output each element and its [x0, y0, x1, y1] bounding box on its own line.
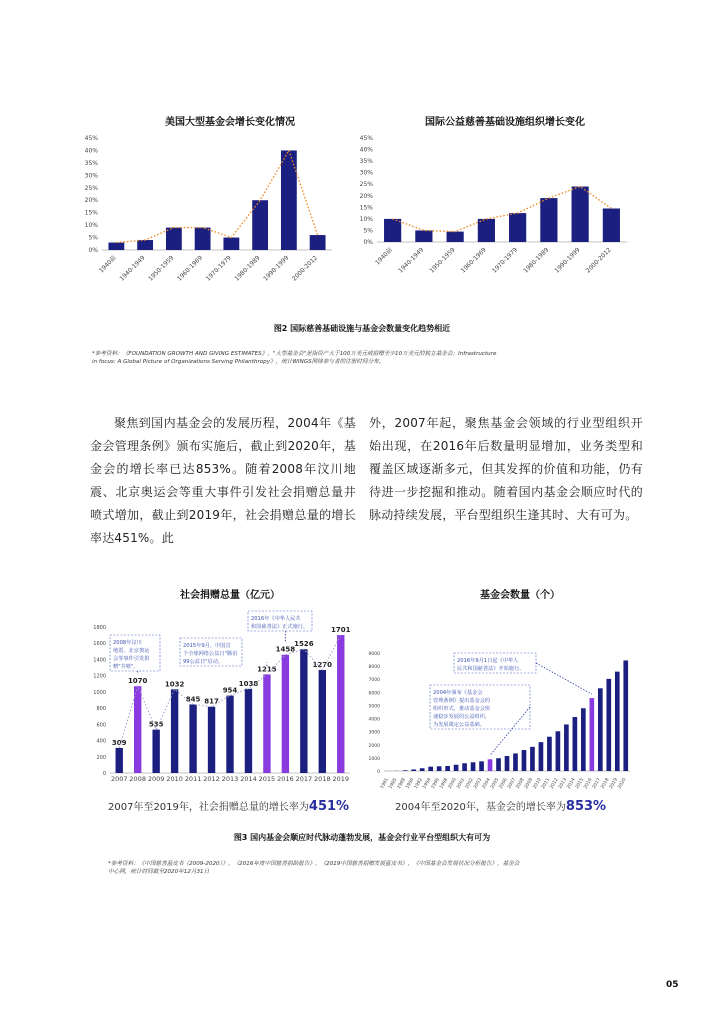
- annotation-text: 2008年汶川: [113, 640, 142, 646]
- x-tick-label: 1970-1979: [204, 254, 233, 283]
- y-tick-label: 200: [96, 754, 106, 761]
- bar: [547, 737, 552, 771]
- x-tick-label: 2010: [532, 777, 543, 790]
- y-tick-label: 1600: [93, 641, 106, 648]
- figure3-note-line1: *参考资料：《中国慈善蓝皮书（2009-2020）》，《2016年度中国慈善捐助报告》，《2019中国慈善捐赠发展蓝皮书》，《中国基金会发展状况分析报告》，基金会: [108, 861, 520, 867]
- x-tick-label: 1990-1999: [553, 246, 582, 275]
- bar: [152, 730, 159, 773]
- bar: [134, 686, 141, 773]
- bar: [496, 758, 501, 771]
- bar: [137, 240, 153, 250]
- y-tick-label: 30%: [84, 172, 98, 180]
- x-tick-label: 1980-1989: [522, 246, 551, 275]
- bar: [195, 228, 211, 250]
- bar: [581, 708, 586, 771]
- x-tick-label: 2008: [515, 777, 526, 790]
- growth-foundation: [395, 798, 645, 814]
- bar: [437, 766, 442, 771]
- figure2-note-line1: *参考资料：《FOUNDATION GROWTH AND GIVING ESTIMATES》，"大型基金会"是指资产大于100万美元或捐赠至少10万美元的独立基金会；Infrastructure: [92, 351, 497, 357]
- bar: [310, 235, 326, 250]
- x-tick-label: 1996: [430, 777, 441, 790]
- data-label: 1070: [127, 677, 148, 686]
- x-tick-label: 2014: [240, 775, 257, 783]
- data-label: 1270: [312, 660, 333, 669]
- data-label: 817: [204, 697, 219, 706]
- x-tick-label: 2008: [129, 775, 146, 783]
- x-tick-label: 1980-1989: [233, 254, 262, 283]
- x-tick-label: 1960-1969: [175, 254, 205, 283]
- annotation-text: 地震、北京奥运: [113, 648, 150, 654]
- y-tick-label: 10%: [84, 222, 98, 230]
- annotation-text: 会等事件引发捐: [113, 656, 150, 662]
- y-tick-label: 8000: [368, 665, 380, 671]
- y-tick-label: 1000: [368, 756, 380, 762]
- x-tick-label: 2003: [473, 777, 484, 790]
- annotation-text: 赠"井喷"。: [113, 664, 139, 670]
- growth-donation-value: 451%: [308, 799, 350, 814]
- intl-infrastructure-growth-chart: [345, 132, 635, 297]
- y-tick-label: 25%: [84, 184, 98, 192]
- bar: [556, 731, 561, 771]
- y-tick-label: 2000: [368, 743, 380, 749]
- x-tick-label: 2000-2012: [290, 254, 320, 283]
- x-tick-label: 1950-1959: [147, 254, 176, 283]
- annotation-text: 个全球网络公益日"腾讯: [183, 651, 238, 657]
- bar: [623, 660, 628, 771]
- data-label: 1032: [164, 680, 185, 689]
- y-tick-label: 5%: [363, 227, 373, 235]
- y-tick-label: 1200: [93, 673, 106, 680]
- bar: [300, 649, 307, 773]
- y-tick-label: 45%: [359, 135, 373, 142]
- x-tick-label: 2020: [617, 777, 628, 790]
- bar: [564, 724, 569, 771]
- bar: [263, 674, 270, 773]
- x-tick-label: 1940前: [374, 246, 395, 267]
- annotation-text: 管理条例》提出基金会的: [433, 698, 491, 704]
- y-tick-label: 10%: [359, 215, 373, 223]
- annotation-text: 组织形式，推动基金会快: [433, 706, 491, 712]
- bar: [445, 766, 450, 771]
- x-tick-label: 2000-2012: [584, 246, 613, 275]
- x-tick-label: 2013: [558, 777, 569, 790]
- data-label: 535: [148, 720, 164, 729]
- y-tick-label: 0%: [363, 239, 373, 246]
- x-tick-label: 1970-1979: [490, 246, 520, 275]
- y-tick-label: 400: [96, 738, 106, 745]
- x-tick-label: 1998: [439, 777, 450, 790]
- bar: [471, 762, 476, 771]
- growth-donation: [108, 798, 358, 814]
- x-tick-label: 2019: [608, 777, 620, 790]
- bar: [226, 696, 233, 773]
- data-label: 1701: [331, 626, 351, 635]
- x-tick-label: 2015: [575, 777, 586, 790]
- bar: [573, 717, 578, 771]
- y-tick-label: 800: [96, 706, 106, 713]
- bar: [530, 747, 535, 771]
- data-label: 309: [111, 738, 127, 747]
- bar: [540, 198, 557, 242]
- data-label: 845: [185, 695, 201, 704]
- data-label: 1038: [238, 679, 259, 688]
- bar: [454, 765, 459, 771]
- annotation-text: 99公益日"启动。: [183, 659, 224, 665]
- bar: [420, 768, 425, 771]
- body-paragraph-right: 外，2007年起，聚焦基金会领域的行业型组织开始出现，在2016年后数量明显增加，业务类型和覆盖区域逐渐多元，但其发挥的价值和功能，仍有待进一步挖掘和推动。随着国内基金会顺应时代的脉动持续发展，平台型组织生逢其时、大有可为。: [369, 416, 643, 522]
- figure3-note-line2: 中心网，统计时间截至2020年12月31日: [108, 869, 210, 875]
- x-tick-label: 2006: [498, 777, 509, 790]
- x-tick-label: 2009: [147, 775, 165, 783]
- bar: [479, 761, 484, 771]
- y-tick-label: 45%: [84, 135, 98, 142]
- bar: [208, 707, 215, 773]
- us-foundation-growth-chart: [80, 132, 340, 297]
- figure3-caption: 图3 国内基金会顺应时代脉动蓬勃发展，基金会行业平台型组织大有可为: [233, 833, 491, 842]
- x-tick-label: 1985: [388, 777, 399, 790]
- y-tick-label: 0: [102, 771, 106, 777]
- bar: [428, 767, 433, 771]
- figure2-note-line2: in focus: A Global Picture of Organizations Serving Philanthropy》，统计WINGS网络参与者的注册时间分布。: [92, 359, 385, 365]
- x-tick-label: 2016: [277, 775, 294, 783]
- y-tick-label: 20%: [359, 192, 373, 200]
- growth-foundation-value: 853%: [565, 799, 607, 814]
- x-tick-label: 2011: [184, 775, 202, 783]
- y-tick-label: 15%: [359, 204, 373, 212]
- y-tick-label: 7000: [368, 678, 380, 684]
- bar: [522, 750, 527, 771]
- x-tick-label: 1990-1999: [262, 254, 291, 283]
- x-tick-label: 1992: [413, 777, 424, 790]
- annotation-text: 民共和国慈善法》开始施行。: [457, 666, 525, 672]
- annotation-text: 和国慈善法》正式施行。: [251, 624, 309, 630]
- annotation-text: 2016年《中华人民共: [251, 616, 301, 622]
- x-tick-label: 2007: [507, 777, 518, 790]
- y-tick-label: 35%: [359, 158, 373, 166]
- x-tick-label: 2001: [456, 777, 467, 790]
- x-tick-label: 2017: [591, 777, 603, 790]
- x-tick-label: 2018: [314, 775, 331, 783]
- bar: [223, 238, 239, 250]
- bar: [319, 670, 326, 773]
- chart-2-title: 国际公益慈善基础设施组织增长变化: [425, 117, 585, 128]
- x-tick-label: 1981: [379, 777, 390, 790]
- bar: [411, 769, 416, 771]
- y-tick-label: 30%: [359, 169, 373, 177]
- bar: [478, 219, 495, 242]
- y-tick-label: 0: [377, 770, 380, 775]
- x-tick-label: 2002: [464, 777, 475, 790]
- x-tick-label: 2004: [481, 777, 492, 790]
- bar: [189, 704, 196, 773]
- x-tick-label: 2012: [203, 775, 220, 783]
- y-tick-label: 20%: [84, 197, 98, 205]
- annotation-pointer: [536, 663, 592, 694]
- data-label: 1458: [275, 645, 296, 654]
- y-tick-label: 4000: [368, 717, 380, 723]
- social-donation-chart: [80, 605, 355, 790]
- y-tick-label: 40%: [84, 147, 98, 155]
- x-tick-label: 1960-1969: [459, 246, 488, 275]
- bar: [166, 228, 182, 250]
- y-tick-label: 3000: [368, 730, 380, 736]
- bar: [615, 672, 620, 771]
- bar: [539, 742, 544, 771]
- x-tick-label: 2011: [541, 777, 552, 790]
- x-tick-label: 1940前: [97, 254, 118, 275]
- y-tick-label: 1400: [93, 657, 106, 664]
- data-label: 1215: [257, 665, 277, 674]
- y-tick-label: 9000: [368, 652, 380, 657]
- foundation-count-chart: [360, 605, 640, 795]
- annotation-text: 为发展奠定公益基础。: [433, 722, 485, 728]
- y-tick-label: 5%: [88, 234, 98, 242]
- annotation-text: 2015年9月，中国首: [183, 643, 231, 649]
- chart-3-title: 社会捐赠总量（亿元）: [180, 590, 280, 601]
- y-tick-label: 35%: [84, 159, 98, 167]
- bar: [606, 679, 611, 771]
- bar: [488, 759, 493, 771]
- y-tick-label: 600: [96, 722, 106, 729]
- x-tick-label: 2010: [166, 775, 183, 783]
- body-paragraph-left: 聚焦到国内基金会的发展历程，2004年《基金会管理条例》颁布实施后，截止到2020年，基金会的增长率已达853%。随着2008年汶川地震、北京奥运会等重大事件引发社会捐赠总量井喷式增加，截止到2019年，社会捐赠总量的增长率达451%。此: [90, 416, 356, 545]
- bar: [245, 689, 252, 773]
- x-tick-label: 2012: [549, 777, 560, 790]
- annotation-text: 2016年9月1日起《中华人: [457, 658, 519, 664]
- x-tick-label: 1940-1949: [118, 254, 147, 283]
- x-tick-label: 1990: [405, 777, 416, 790]
- y-tick-label: 6000: [368, 691, 380, 697]
- bar: [513, 753, 518, 771]
- y-tick-label: 1800: [93, 625, 106, 631]
- bar: [403, 770, 408, 771]
- bar: [171, 689, 178, 773]
- x-tick-label: 1940-1949: [397, 246, 426, 275]
- figure2-note: [92, 350, 652, 366]
- x-tick-label: 2000: [447, 777, 458, 790]
- bar: [281, 150, 297, 250]
- y-tick-label: 15%: [84, 209, 98, 217]
- x-tick-label: 2017: [295, 775, 313, 783]
- bar: [603, 208, 620, 242]
- y-tick-label: 0%: [88, 247, 98, 254]
- bar: [598, 688, 603, 771]
- bar: [252, 200, 268, 250]
- data-label: 954: [222, 686, 238, 695]
- annotation-text: 速稳步发展的公益组织，: [433, 714, 491, 720]
- x-tick-label: 2016: [583, 777, 594, 790]
- chart-4-title: 基金会数量（个）: [480, 590, 560, 601]
- bar: [116, 748, 123, 773]
- page-number: 05: [666, 980, 679, 990]
- bar: [337, 635, 344, 773]
- figure2-caption: 图2 国际慈善基础设施与基金会数量变化趋势相近: [273, 324, 451, 333]
- x-tick-label: 2018: [600, 777, 611, 790]
- bar: [589, 698, 594, 771]
- x-tick-label: 2015: [258, 775, 276, 783]
- bar: [447, 232, 464, 242]
- x-tick-label: 2007: [110, 775, 128, 783]
- bar: [384, 219, 401, 242]
- y-tick-label: 25%: [359, 181, 373, 189]
- y-tick-label: 5000: [368, 704, 380, 710]
- annotation-text: 2004年颁布《基金会: [433, 690, 483, 696]
- x-tick-label: 2014: [566, 777, 577, 790]
- data-label: 1526: [294, 640, 314, 649]
- bar: [505, 756, 510, 771]
- growth-donation-text: 2007年至2019年，社会捐赠总量的增长率为: [108, 802, 309, 813]
- x-tick-label: 1988: [396, 777, 407, 790]
- x-tick-label: 2019: [332, 775, 350, 783]
- bar: [282, 655, 289, 773]
- y-tick-label: 1000: [93, 689, 106, 696]
- x-tick-label: 2009: [524, 777, 535, 790]
- bar: [415, 230, 432, 242]
- bar: [462, 763, 467, 771]
- x-tick-label: 1950-1959: [428, 246, 457, 275]
- x-tick-label: 2013: [221, 775, 239, 783]
- bar: [572, 187, 589, 242]
- x-tick-label: 2005: [490, 777, 501, 790]
- figure3-note: [108, 860, 648, 876]
- bar: [509, 213, 526, 242]
- growth-foundation-text: 2004年至2020年，基金会的增长率为: [395, 802, 566, 813]
- x-tick-label: 1994: [422, 777, 433, 790]
- chart-1-title: 美国大型基金会增长变化情况: [165, 117, 295, 128]
- bar: [108, 243, 124, 250]
- y-tick-label: 40%: [359, 146, 373, 154]
